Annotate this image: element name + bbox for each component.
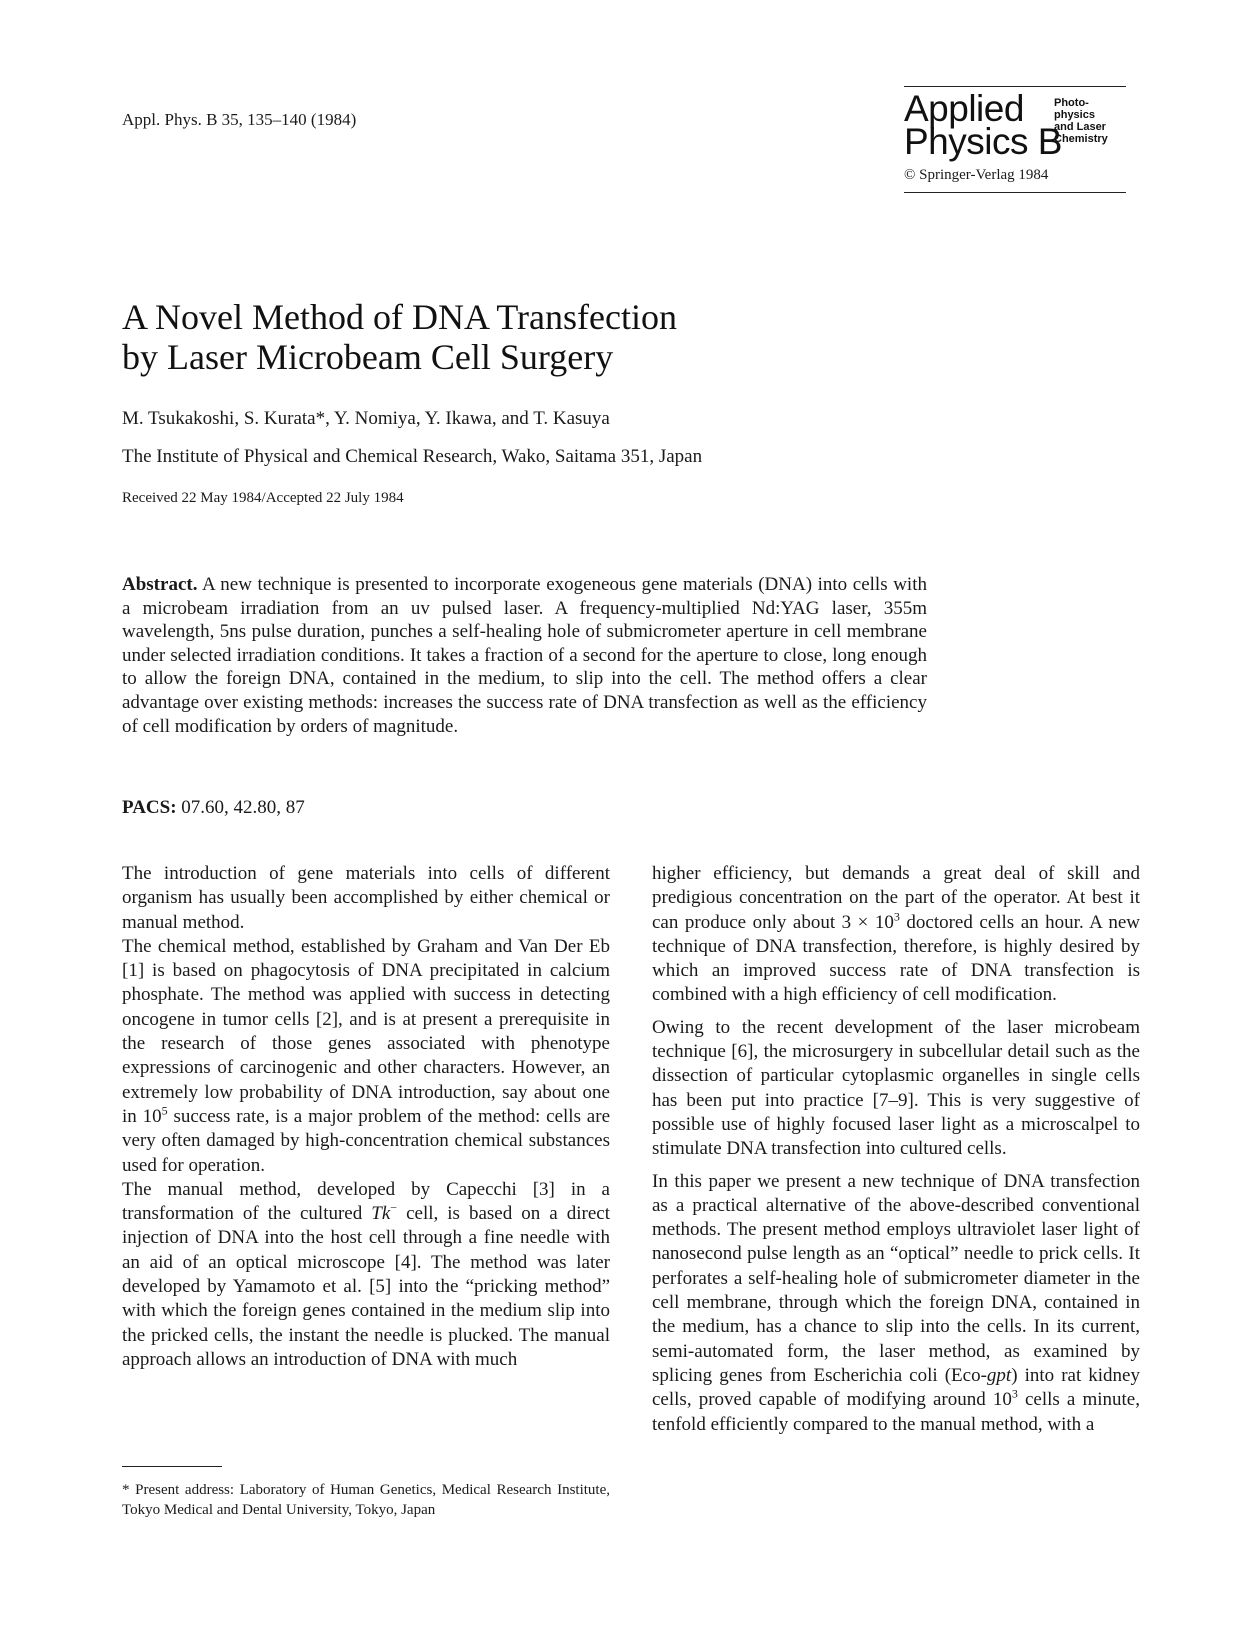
text-run: doctored cells an hour. A new technique of DNA transfection, therefore, is highly desired by which an improved success rate of DNA transfection is combined with a high efficiency of cell modification.: [652, 911, 1141, 1006]
journal-top-rule: [904, 86, 1126, 87]
abstract-label: Abstract.: [122, 574, 198, 595]
journal-name-line2: Physics B: [904, 121, 1062, 162]
journal-tag: physics: [1054, 109, 1095, 121]
pacs-label: PACS:: [122, 797, 177, 818]
journal-logo: [904, 88, 1126, 162]
gene-symbol: gpt: [986, 1364, 1012, 1386]
journal-logo-block: [904, 86, 1126, 193]
gene-symbol: Tk: [371, 1203, 391, 1225]
superscript: 3: [1011, 1386, 1018, 1401]
received-dates: Received 22 May 1984/Accepted 22 July 1984: [122, 490, 404, 506]
text-run: cells a minute, tenfold efficiently compared to the manual method, with a: [652, 1389, 1140, 1435]
body-paragraph: [122, 935, 610, 1178]
journal-bottom-rule: [904, 192, 1126, 193]
body-paragraph: The introduction of gene materials into cells of different organism has usually been accomplished by either chemical or manual method.: [122, 863, 610, 933]
text-run: In this paper we present a new technique of DNA transfection as a practical alternative of the above-described conventional methods. The present method employs ultraviolet laser light of nanosecond pulse length as an “optical” needle to prick cells. It perforates a self-healing hole of submicrometer diameter in the cell membrane, through which the foreign DNA, contained in the medium, has a chance to slip into the cells. In its current, semi-automated form, the laser method, as examined by splicing genes from Escherichia coli (Eco-: [652, 1170, 1140, 1386]
article-title: [122, 297, 677, 377]
footnote-rule: [122, 1466, 222, 1467]
body-paragraph: [652, 862, 1140, 1008]
copyright-notice: © Springer-Verlag 1984: [904, 167, 1049, 183]
body-paragraph: Owing to the recent development of the laser microbeam technique [6], the microsurgery in subcellular detail such as the dissection of particular cytoplasmic organelles in single cells has been put into practice [7–9]. This is very suggestive of possible use of highly focused laser light as a microscalpel to stimulate DNA transfection into cultured cells.: [652, 1016, 1140, 1160]
superscript: −: [390, 1200, 398, 1215]
abstract: [122, 573, 927, 738]
text-run: The chemical method, established by Graham and Van Der Eb [1] is based on phagocytosis of DNA precipitated in calcium phosphate. The method was applied with success in detecting oncogene in tumor cells [2], and is at present a prerequisite in the research of those genes associated with phenotype expressions of carcinogenic and other characters. However, an extremely low probability of DNA introduction, say about one in 10: [122, 935, 610, 1127]
journal-subject-tags: [1054, 97, 1108, 145]
title-line-1: A Novel Method of DNA Transfection: [122, 297, 677, 337]
journal-tag: Chemistry: [1054, 133, 1108, 145]
body-paragraph: [652, 1170, 1140, 1437]
pacs-value: 07.60, 42.80, 87: [181, 797, 305, 818]
superscript: 5: [161, 1103, 168, 1118]
pacs-codes: [122, 797, 305, 819]
journal-citation: Appl. Phys. B 35, 135–140 (1984): [122, 110, 357, 129]
journal-name-line1: Applied: [904, 88, 1024, 129]
abstract-text: A new technique is presented to incorporate exogeneous gene materials (DNA) into cells with a microbeam irradiation from an uv pulsed laser. A frequency-multiplied Nd:YAG laser, 355m wavelength, 5ns pulse duration, punches a self-healing hole of submicrometer aperture in cell membrane under selected irradiation conditions. It takes a fraction of a second for the aperture to close, long enough to allow the foreign DNA, contained in the medium, to slip into the cell. The method offers a clear advantage over existing methods: increases the success rate of DNA transfection as well as the efficiency of cell modification by orders of magnitude.: [122, 574, 927, 737]
left-column: [122, 862, 610, 1372]
journal-tag: and Laser: [1054, 121, 1106, 133]
affiliation: The Institute of Physical and Chemical Research, Wako, Saitama 351, Japan: [122, 446, 703, 467]
title-line-2: by Laser Microbeam Cell Surgery: [122, 337, 614, 377]
superscript: 3: [893, 909, 900, 924]
journal-tag: Photo-: [1054, 97, 1089, 109]
text-run: success rate, is a major problem of the method: cells are very often damaged by high-concentration chemical substances used for operation.: [122, 1105, 610, 1176]
author-list: M. Tsukakoshi, S. Kurata*, Y. Nomiya, Y. Ikawa, and T. Kasuya: [122, 408, 610, 429]
body-paragraph: [122, 1178, 610, 1372]
text-run: higher efficiency, but demands a great deal of skill and predigious concentration on the part of the operator. At best it can produce only about 3 × 10: [652, 863, 1140, 933]
text-run: ) into rat kidney cells, proved capable of modifying around 10: [652, 1364, 1140, 1411]
right-column: [652, 862, 1140, 1437]
footnote: * Present address: Laboratory of Human Genetics, Medical Research Institute, Tokyo Medical and Dental University, Tokyo, Japan: [122, 1482, 610, 1518]
text-run: The manual method, developed by Capecchi [3] in a transformation of the cultured: [122, 1178, 610, 1225]
text-run: cell, is based on a direct injection of DNA into the host cell through a fine needle with an aid of an optical microscope [4]. The method was later developed by Yamamoto et al. [5] into the “pricking method” with which the foreign genes contained in the medium slip into the pricked cells, the instant the needle is plucked. The manual approach allows an introduction of DNA with much: [122, 1203, 610, 1370]
